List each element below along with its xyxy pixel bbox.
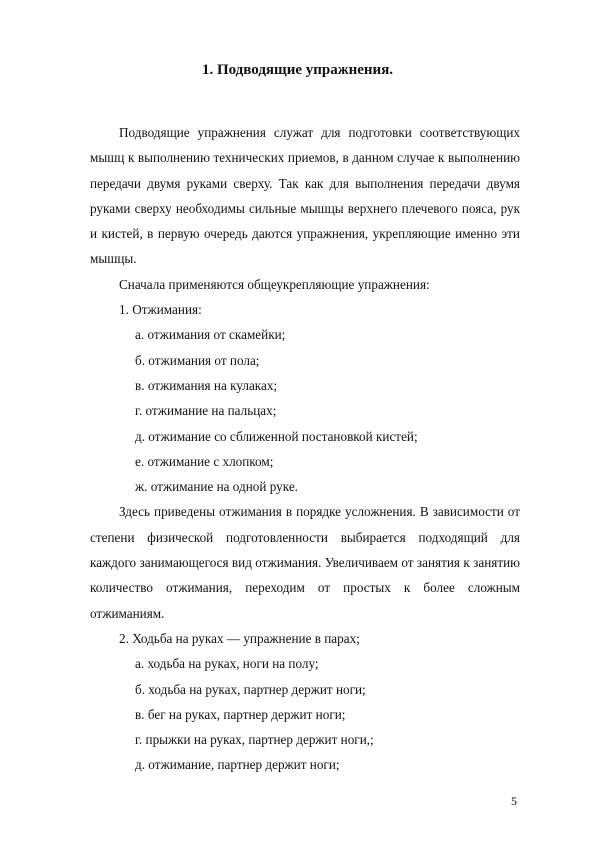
list-item: г. прыжки на руках, партнер держит ноги,; [135, 732, 374, 748]
list-item: а. отжимания от скамейки; [135, 327, 286, 343]
page-title: 1. Подводящие упражнения. [201, 62, 394, 78]
note-paragraph: Здесь приведены отжимания в порядке усложнения. В зависимости от степени физической подготовленности выбирается подходящий для каждого занимающегося вид отжимания. Увеличиваем от занятия к занятию количество отжимания, переходим от простых к более сложным отжиманиям. [90, 504, 520, 621]
list-item: е. отжимание с хлопком; [135, 453, 274, 469]
list-item: д. отжимание со сближенной постановкой кистей; [135, 428, 418, 444]
list-item: ж. отжимание на одной руке. [135, 479, 298, 495]
lead-paragraph: Сначала применяются общеукрепляющие упражнения: [119, 276, 430, 292]
list-item: б. ходьба на руках, партнер держит ноги; [135, 681, 366, 697]
intro-paragraph: Подводящие упражнения служат для подготовки соответствующих мышц к выполнению технических приемов, в данном случае к выполнению передачи двумя руками сверху. Так как для выполнения передачи двумя руками сверху необходимы сильные мышцы верхнего плечевого пояса, рук и кистей, в первую очередь даются упражнения, укрепляющие именно эти мышцы. [90, 125, 520, 267]
list-item: а. ходьба на руках, ноги на полу; [135, 656, 319, 672]
page-number: 5 [511, 794, 517, 808]
section2-heading: 2. Ходьба на руках — упражнение в парах; [119, 630, 360, 646]
list-item: в. отжимания на кулаках; [135, 377, 278, 393]
list-item: д. отжимание, партнер держит ноги; [135, 757, 340, 773]
section1-heading: 1. Отжимания: [119, 302, 202, 318]
document-body [90, 120, 520, 778]
list-item: в. бег на руках, партнер держит ноги; [135, 706, 346, 722]
list-item: г. отжимание на пальцах; [135, 403, 277, 419]
list-item: б. отжимания от пола; [135, 352, 260, 368]
